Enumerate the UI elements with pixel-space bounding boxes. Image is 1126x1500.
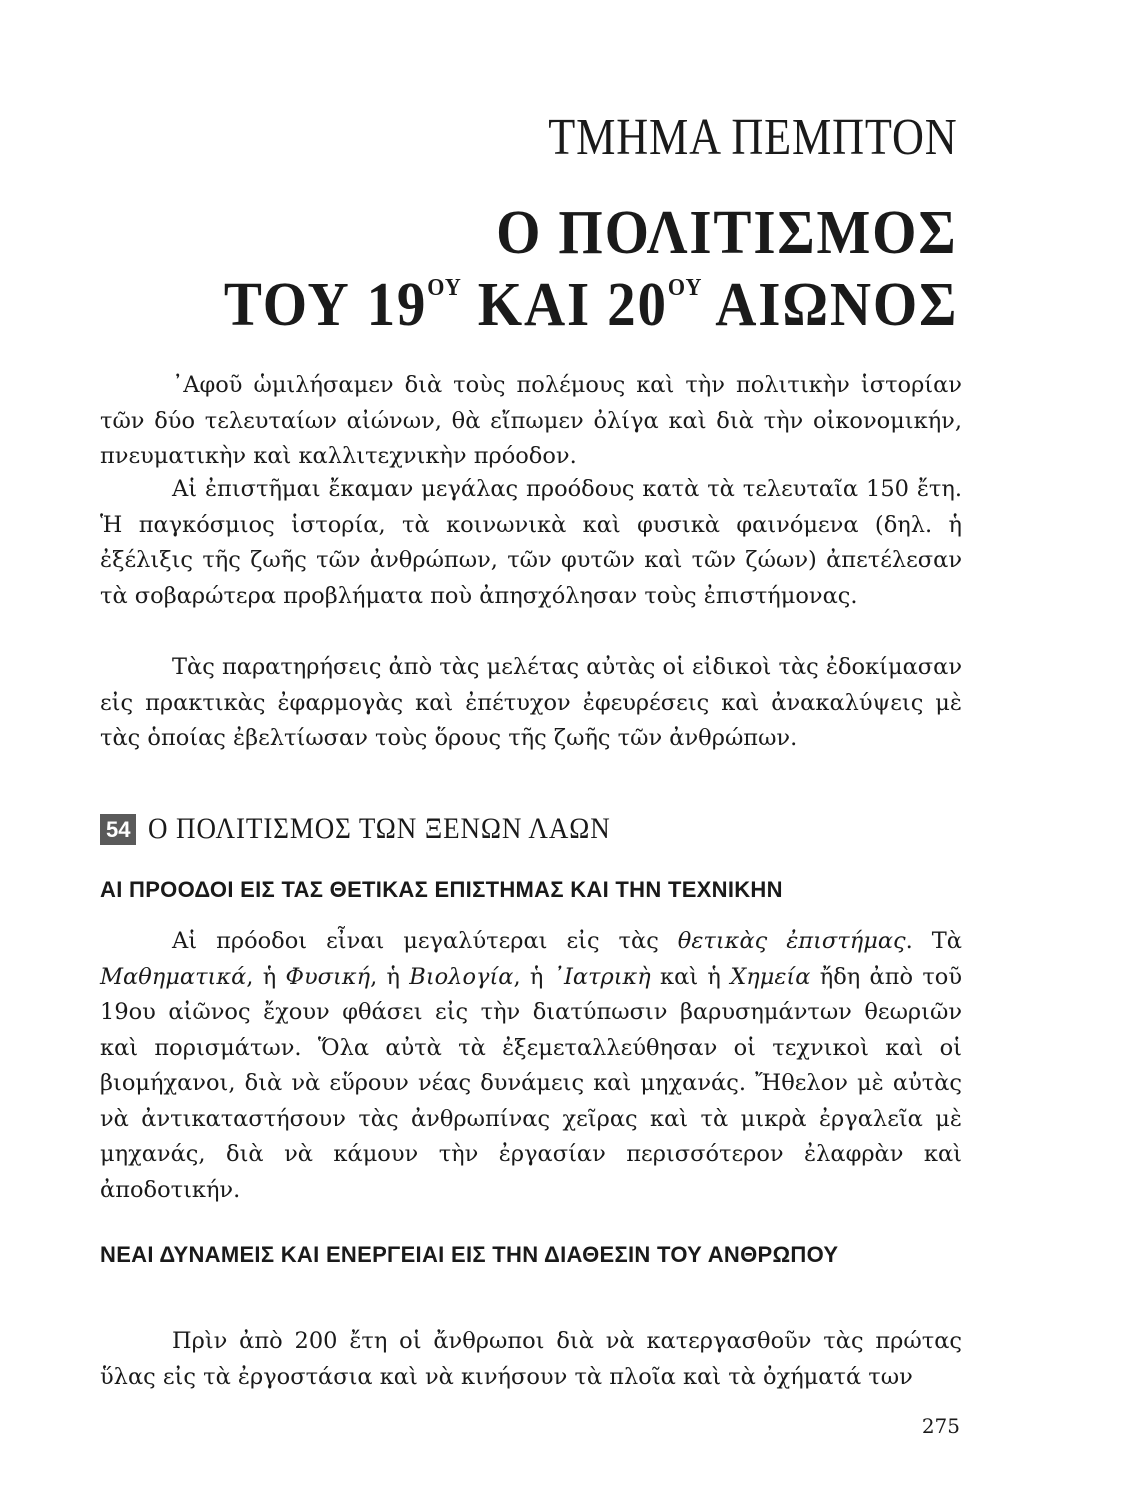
title-text-part: ΑΙΩΝΟΣ: [702, 271, 958, 339]
section-paragraph-sciences: [100, 924, 962, 1208]
title-superscript: ΟΥ: [667, 275, 703, 301]
intro-paragraph-1: ᾿Αφοῦ ὡμιλήσαμεν διὰ τοὺς πολέμους καὶ τὴν πολιτικὴν ἱστορίαν τῶν δύο τελευταίων αἰώνων, θὰ εἴπωμεν ὀλίγα καὶ διὰ τὴν οἰκονομικήν, πνευματικὴν καὶ καλλιτεχνικὴν πρόοδον.: [100, 372, 962, 469]
section-heading-sciences: ΑΙ ΠΡΟΟΔΟΙ ΕΙΣ ΤΑΣ ΘΕΤΙΚΑΣ ΕΠΙΣΤΗΜΑΣ ΚΑΙ ΤΗΝ ΤΕΧΝΙΚΗΝ: [100, 877, 783, 902]
emphasis-text: Χημεία: [730, 963, 811, 990]
emphasis-text: ᾿Ιατρικὴ: [552, 963, 651, 990]
text-run: , ἡ: [246, 963, 286, 990]
emphasis-text: θετικὰς ἐπιστήμας: [677, 928, 906, 954]
page-number: 275: [921, 1414, 960, 1438]
chapter-heading: [100, 812, 663, 846]
emphasis-text: Βιολογία: [409, 963, 514, 990]
title-text-part: ΤΟΥ 19: [223, 271, 428, 339]
page-title-line-1: Ο ΠΟΛΙΤΙΣΜΟΣ: [496, 199, 958, 267]
page-title-line-2: [224, 270, 958, 341]
section-label: ΤΜΗΜΑ ΠΕΜΠΤΟΝ: [548, 109, 958, 166]
text-run: Αἱ πρόοδοι εἶναι μεγαλύτεραι εἰς τὰς: [172, 928, 678, 954]
text-run: καὶ ἡ: [650, 963, 731, 990]
text-run: ἤδη ἀπὸ τοῦ 19ου αἰῶνος ἔχουν φθάσει εἰς τὴν διατύπωσιν βαρυσημάντων θεωριῶν καὶ πορισμάτων. Ὅλα αὐτὰ τὰ ἐξεμεταλλεύθησαν οἱ τεχνικοὶ καὶ οἱ βιομήχανοι, διὰ νὰ εὕρουν νέας δυνάμεις καὶ μηχανάς. Ἤθελον μὲ αὐτὰς νὰ ἀντικαταστήσουν τὰς ἀνθρωπίνας χεῖρας καὶ τὰ μικρὰ ἐργαλεῖα μὲ μηχανάς, διὰ νὰ κάμουν τὴν ἐργασίαν περισσότερον ἐλαφρὰν καὶ ἀποδοτικήν.: [100, 963, 963, 1203]
title-text-part: ΚΑΙ 20: [461, 271, 668, 339]
chapter-number-badge: 54: [100, 814, 136, 845]
section-paragraph-energy: Πρὶν ἀπὸ 200 ἔτη οἱ ἄνθρωποι διὰ νὰ κατεργασθοῦν τὰς πρώτας ὕλας εἰς τὰ ἐργοστάσια καὶ νὰ κινήσουν τὰ πλοῖα καὶ τὰ ὀχήματά των: [100, 1328, 962, 1390]
emphasis-text: Μαθηματικά: [100, 963, 247, 990]
chapter-title: Ο ΠΟΛΙΤΙΣΜΟΣ ΤΩΝ ΞΕΝΩΝ ΛΑΩΝ: [148, 812, 612, 845]
text-run: , ἡ: [513, 963, 553, 990]
emphasis-text: Φυσική: [285, 963, 371, 990]
section-heading-energy: ΝΕΑΙ ΔΥΝΑΜΕΙΣ ΚΑΙ ΕΝΕΡΓΕΙΑΙ ΕΙΣ ΤΗΝ ΔΙΑΘΕΣΙΝ ΤΟΥ ΑΝΘΡΩΠΟΥ: [100, 1242, 839, 1267]
intro-paragraph-3: Τὰς παρατηρήσεις ἀπὸ τὰς μελέτας αὐτὰς οἱ εἰδικοὶ τὰς ἐδοκίμασαν εἰς πρακτικὰς ἐφαρμογὰς καὶ ἐπέτυχον ἐφευρέσεις καὶ ἀνακαλύψεις μὲ τὰς ὁποίας ἐβελτίωσαν τοὺς ὅρους τῆς ζωῆς τῶν ἀνθρώπων.: [100, 654, 962, 751]
intro-paragraph-2: Αἱ ἐπιστῆμαι ἔκαμαν μεγάλας προόδους κατὰ τὰ τελευταῖα 150 ἔτη. Ἡ παγκόσμιος ἱστορία, τὰ κοινωνικὰ καὶ φυσικὰ φαινόμενα (δηλ. ἡ ἐξέλιξις τῆς ζωῆς τῶν ἀνθρώπων, τῶν φυτῶν καὶ τῶν ζώων) ἀπετέλεσαν τὰ σοβαρώτερα προβλήματα ποὺ ἀπησχόλησαν τοὺς ἐπιστήμονας.: [100, 476, 962, 609]
text-run: . Τὰ: [905, 928, 962, 954]
title-superscript: ΟΥ: [427, 275, 462, 301]
text-run: , ἡ: [370, 963, 410, 990]
